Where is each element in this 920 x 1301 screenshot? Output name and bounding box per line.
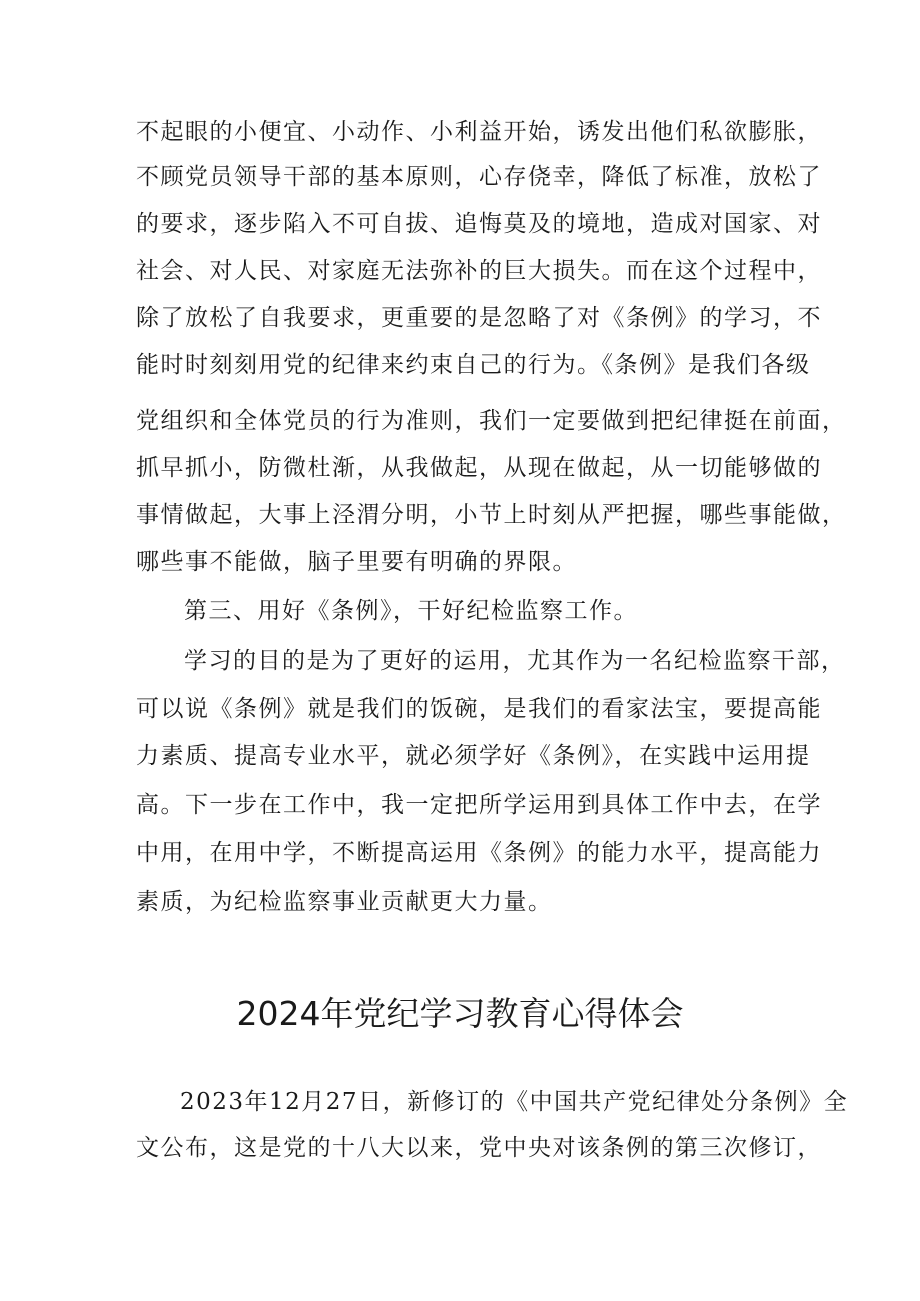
text-line: 抓早抓小，防微杜渐，从我做起，从现在做起，从一切能够做的 — [136, 455, 822, 481]
article-title: 2024年党纪学习教育心得体会 — [236, 994, 684, 1033]
text-line: 党组织和全体党员的行为准则，我们一定要做到把纪律挺在前面， — [136, 408, 847, 434]
text-line: 事情做起，大事上泾渭分明，小节上时刻从严把握，哪些事能做， — [136, 502, 847, 528]
section-heading-third: 第三、用好《条例》，干好纪检监察工作。 — [184, 598, 638, 624]
text-line: 哪些事不能做，脑子里要有明确的界限。 — [136, 549, 577, 575]
text-line: 力素质、提高专业水平，就必须学好《条例》，在实践中运用提 — [136, 743, 811, 769]
text-line: 社会、对人民、对家庭无法弥补的巨大损失。而在这个过程中， — [136, 258, 822, 284]
text-line: 不起眼的小便宜、小动作、小利益开始，诱发出他们私欲膨胀， — [136, 119, 822, 145]
text-line: 能时时刻刻用党的纪律来约束自己的行为。《条例》是我们各级 — [136, 352, 811, 378]
text-line: 的要求，逐步陷入不可自拔、追悔莫及的境地，造成对国家、对 — [136, 211, 822, 237]
text-line: 高。下一步在工作中，我一定把所学运用到具体工作中去，在学 — [136, 792, 822, 818]
text-line: 2023年12月27日，新修订的《中国共产党纪律处分条例》全 — [180, 1089, 849, 1115]
text-line: 学习的目的是为了更好的运用，尤其作为一名纪检监察干部， — [184, 648, 846, 674]
text-line: 可以说《条例》就是我们的饭碗，是我们的看家法宝，要提高能 — [136, 696, 822, 722]
text-line: 文公布，这是党的十八大以来，党中央对该条例的第三次修订， — [136, 1135, 822, 1161]
text-line: 中用，在用中学，不断提高运用《条例》的能力水平，提高能力 — [136, 840, 822, 866]
text-line: 除了放松了自我要求，更重要的是忽略了对《条例》的学习，不 — [136, 305, 822, 331]
text-line: 素质，为纪检监察事业贡献更大力量。 — [136, 889, 553, 915]
text-line: 不顾党员领导干部的基本原则，心存侥幸，降低了标准，放松了 — [136, 164, 822, 190]
